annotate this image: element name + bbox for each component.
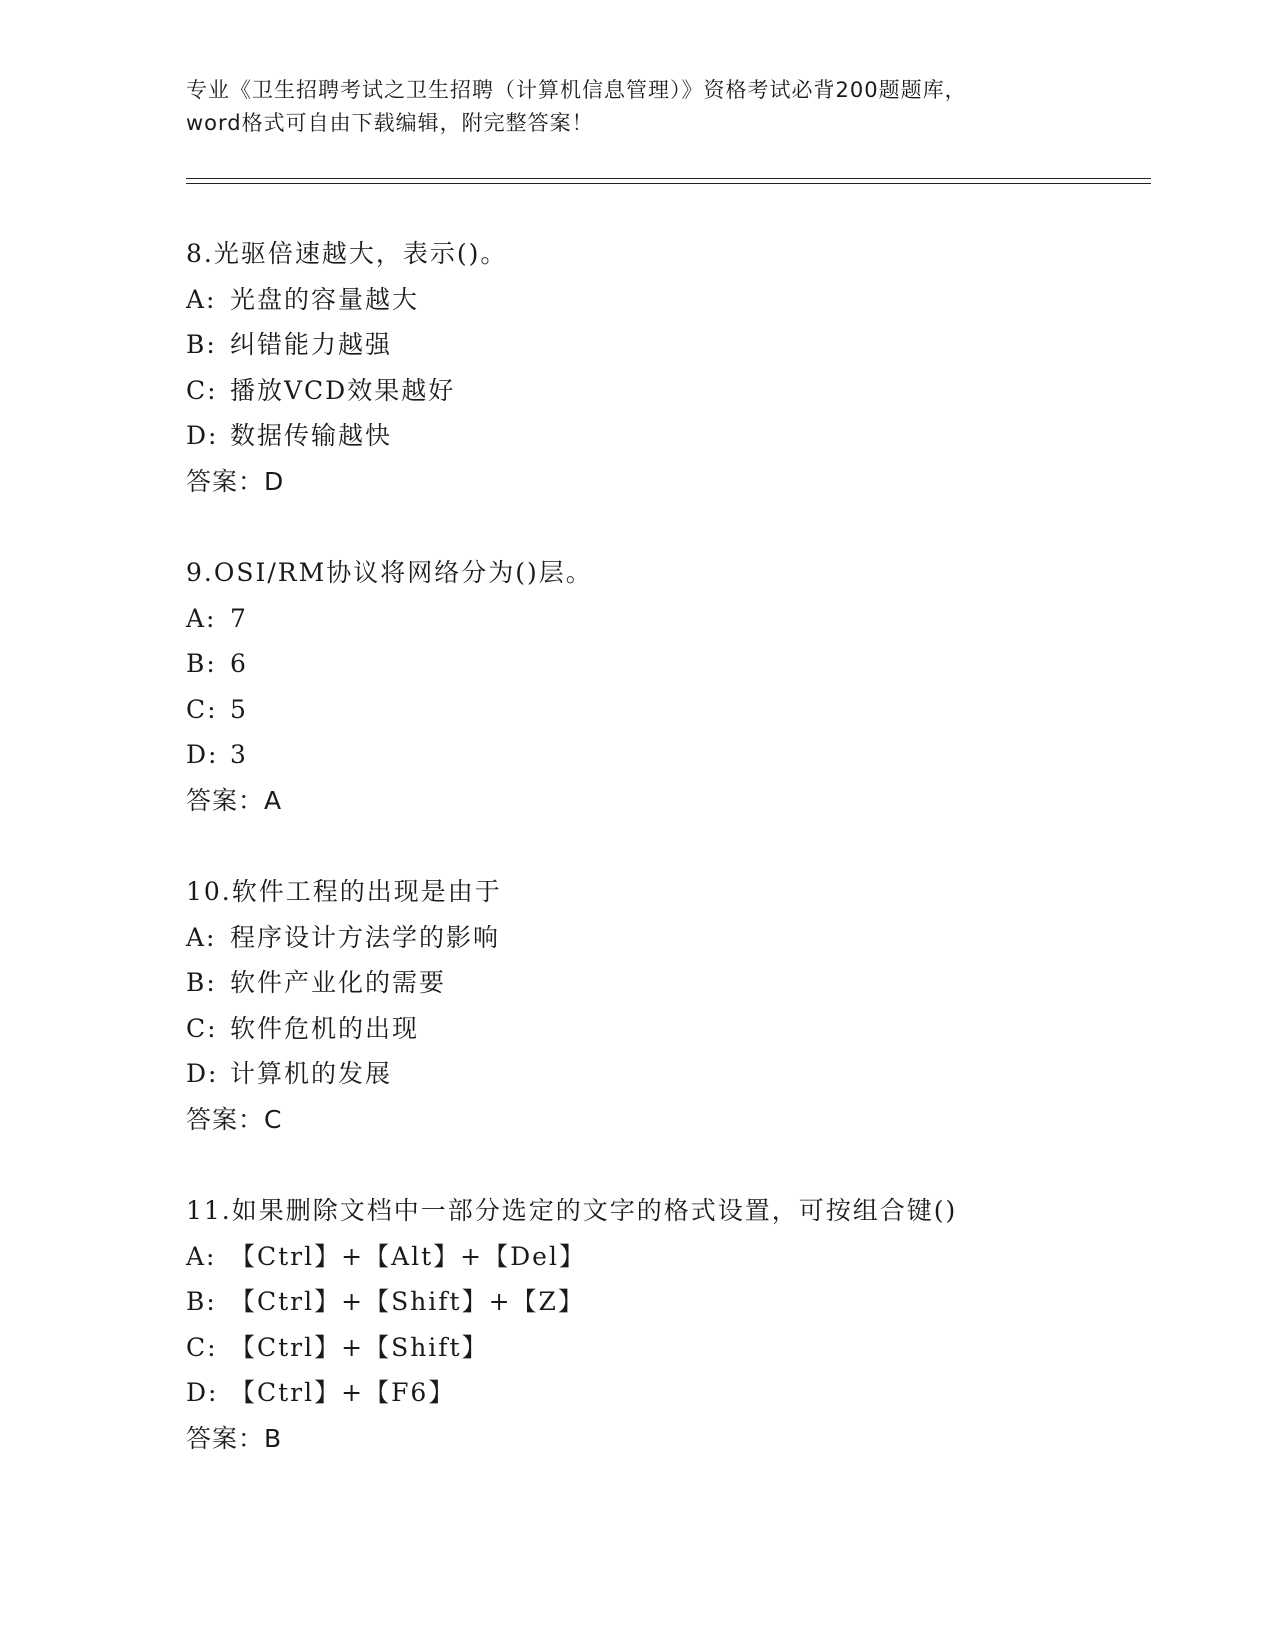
option-text: 【Ctrl】+【Alt】+【Del】 xyxy=(230,1241,586,1271)
option-key: C: xyxy=(186,1013,218,1043)
option-key: B: xyxy=(186,649,217,678)
option-text: 程序设计方法学的影响 xyxy=(230,922,501,952)
option-key: D: xyxy=(186,421,219,450)
option-key: A: xyxy=(186,922,217,952)
option-d xyxy=(186,732,1146,778)
option-text: 播放VCD效果越好 xyxy=(230,375,456,405)
option-key: A: xyxy=(186,1241,217,1271)
option-text: 计算机的发展 xyxy=(230,1059,393,1088)
document-header xyxy=(186,74,1086,140)
option-key: D: xyxy=(186,1059,219,1088)
option-b xyxy=(186,322,1146,368)
option-d xyxy=(186,1370,1146,1416)
option-key: A: xyxy=(186,603,217,633)
question-block-11 xyxy=(186,1188,1146,1461)
question-block-8 xyxy=(186,231,1146,504)
option-c xyxy=(186,1325,1146,1371)
option-text: 5 xyxy=(230,694,248,724)
option-key: B: xyxy=(186,968,217,997)
question-stem: 10.软件工程的出现是由于 xyxy=(186,877,502,906)
option-text: 7 xyxy=(230,603,248,633)
option-d xyxy=(186,1051,1146,1097)
option-key: C: xyxy=(186,694,218,724)
header-divider-bottom xyxy=(186,183,1151,184)
option-key: D: xyxy=(186,740,219,769)
option-text: 软件产业化的需要 xyxy=(230,968,447,997)
option-key: A: xyxy=(186,284,217,314)
header-line-1: 专业《卫生招聘考试之卫生招聘（计算机信息管理）》资格考试必背200题题库， xyxy=(186,78,967,102)
option-c xyxy=(186,1006,1146,1052)
answer-line: 答案：D xyxy=(186,466,285,496)
header-divider-top xyxy=(186,178,1151,179)
answer-line: 答案：B xyxy=(186,1423,283,1453)
answer-line: 答案：A xyxy=(186,785,283,815)
option-key: B: xyxy=(186,330,217,359)
option-text: 6 xyxy=(230,649,248,678)
option-text: 3 xyxy=(230,740,248,769)
option-text: 纠错能力越强 xyxy=(230,330,393,359)
option-key: B: xyxy=(186,1287,217,1316)
option-text: 光盘的容量越大 xyxy=(230,284,420,314)
option-a xyxy=(186,1234,1146,1280)
option-a xyxy=(186,915,1146,961)
question-stem: 9.OSI/RM协议将网络分为()层。 xyxy=(186,558,593,587)
option-d xyxy=(186,413,1146,459)
option-key: D: xyxy=(186,1378,219,1407)
question-stem: 11.如果删除文档中一部分选定的文字的格式设置，可按组合键() xyxy=(186,1196,958,1225)
option-b xyxy=(186,641,1146,687)
answer-line: 答案：C xyxy=(186,1104,283,1134)
option-b xyxy=(186,960,1146,1006)
option-key: C: xyxy=(186,375,218,405)
option-c xyxy=(186,368,1146,414)
option-c xyxy=(186,687,1146,733)
question-block-9 xyxy=(186,550,1146,823)
option-key: C: xyxy=(186,1332,218,1362)
option-text: 【Ctrl】+【Shift】+【Z】 xyxy=(230,1287,585,1316)
option-a xyxy=(186,277,1146,323)
question-stem: 8.光驱倍速越大，表示()。 xyxy=(186,239,508,268)
option-text: 【Ctrl】+【Shift】 xyxy=(230,1332,489,1362)
header-line-2: word格式可自由下载编辑，附完整答案！ xyxy=(186,111,594,135)
question-block-10 xyxy=(186,869,1146,1142)
option-b xyxy=(186,1279,1146,1325)
option-text: 软件危机的出现 xyxy=(230,1013,420,1043)
option-a xyxy=(186,596,1146,642)
option-text: 【Ctrl】+【F6】 xyxy=(230,1378,456,1407)
option-text: 数据传输越快 xyxy=(230,421,393,450)
